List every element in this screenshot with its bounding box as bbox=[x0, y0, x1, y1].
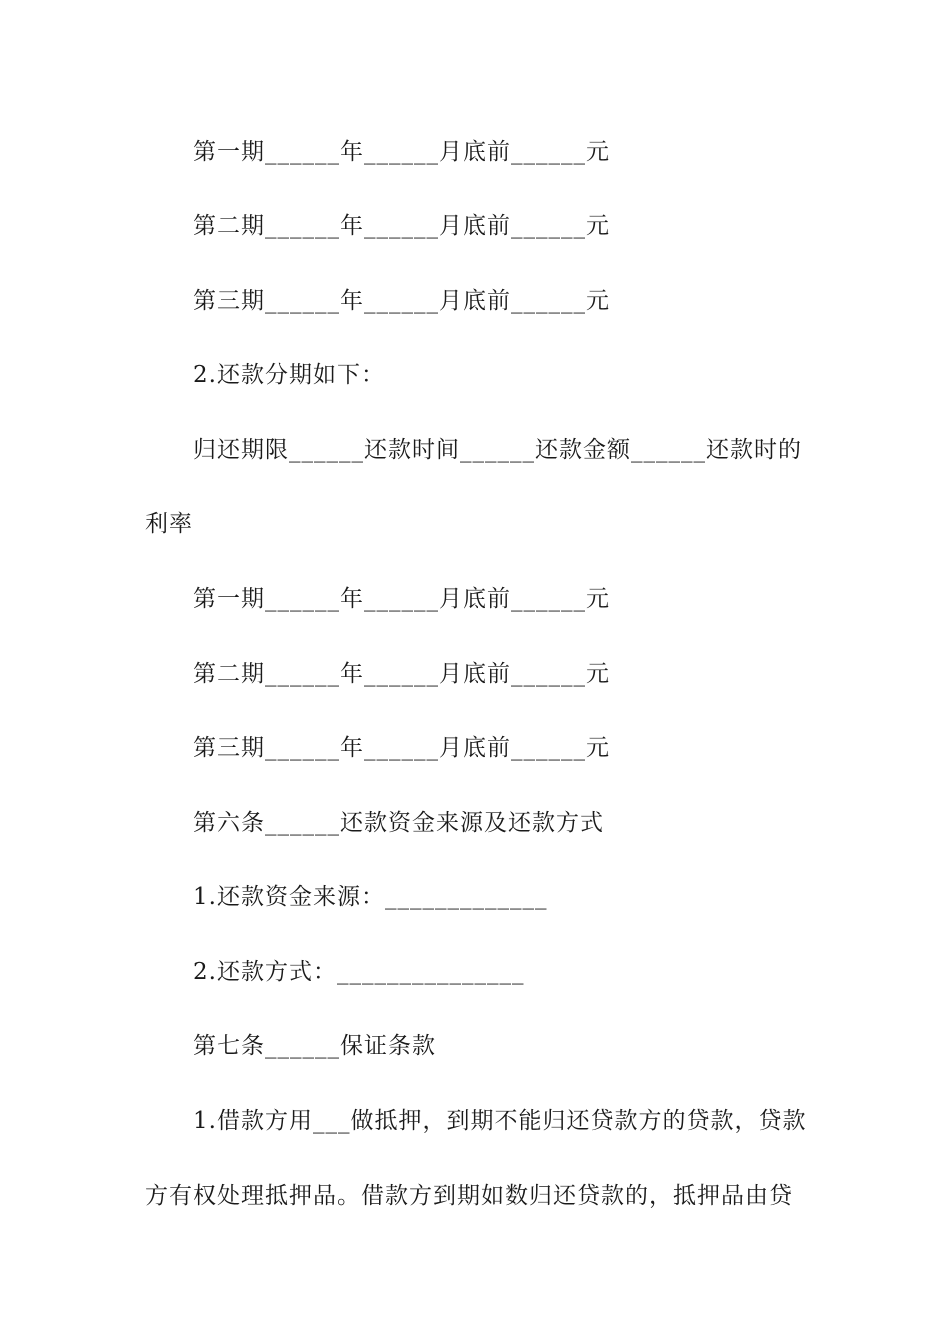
installment-2-line: 第二期______年______月底前______元 bbox=[193, 213, 610, 239]
schedule-columns-continuation: 利率 bbox=[145, 511, 193, 537]
schedule-columns-line: 归还期限______还款时间______还款金额______还款时的 bbox=[193, 437, 802, 463]
installment-1-line: 第一期______年______月底前______元 bbox=[193, 139, 610, 165]
repayment-method-line: 2.还款方式：_______________ bbox=[193, 959, 525, 985]
article-6-heading: 第六条______还款资金来源及还款方式 bbox=[193, 810, 604, 836]
schedule-installment-1-line: 第一期______年______月底前______元 bbox=[193, 586, 610, 612]
collateral-clause-line-2: 方有权处理抵押品。借款方到期如数归还贷款的，抵押品由贷 bbox=[145, 1183, 793, 1209]
installment-3-line: 第三期______年______月底前______元 bbox=[193, 288, 610, 314]
collateral-clause-line-1: 1.借款方用___做抵押，到期不能归还贷款方的贷款，贷款 bbox=[193, 1108, 807, 1134]
schedule-installment-3-line: 第三期______年______月底前______元 bbox=[193, 735, 610, 761]
repayment-source-line: 1.还款资金来源：_____________ bbox=[193, 884, 548, 910]
repayment-schedule-heading: 2.还款分期如下： bbox=[193, 362, 385, 388]
schedule-installment-2-line: 第二期______年______月底前______元 bbox=[193, 661, 610, 687]
article-7-heading: 第七条______保证条款 bbox=[193, 1033, 436, 1059]
